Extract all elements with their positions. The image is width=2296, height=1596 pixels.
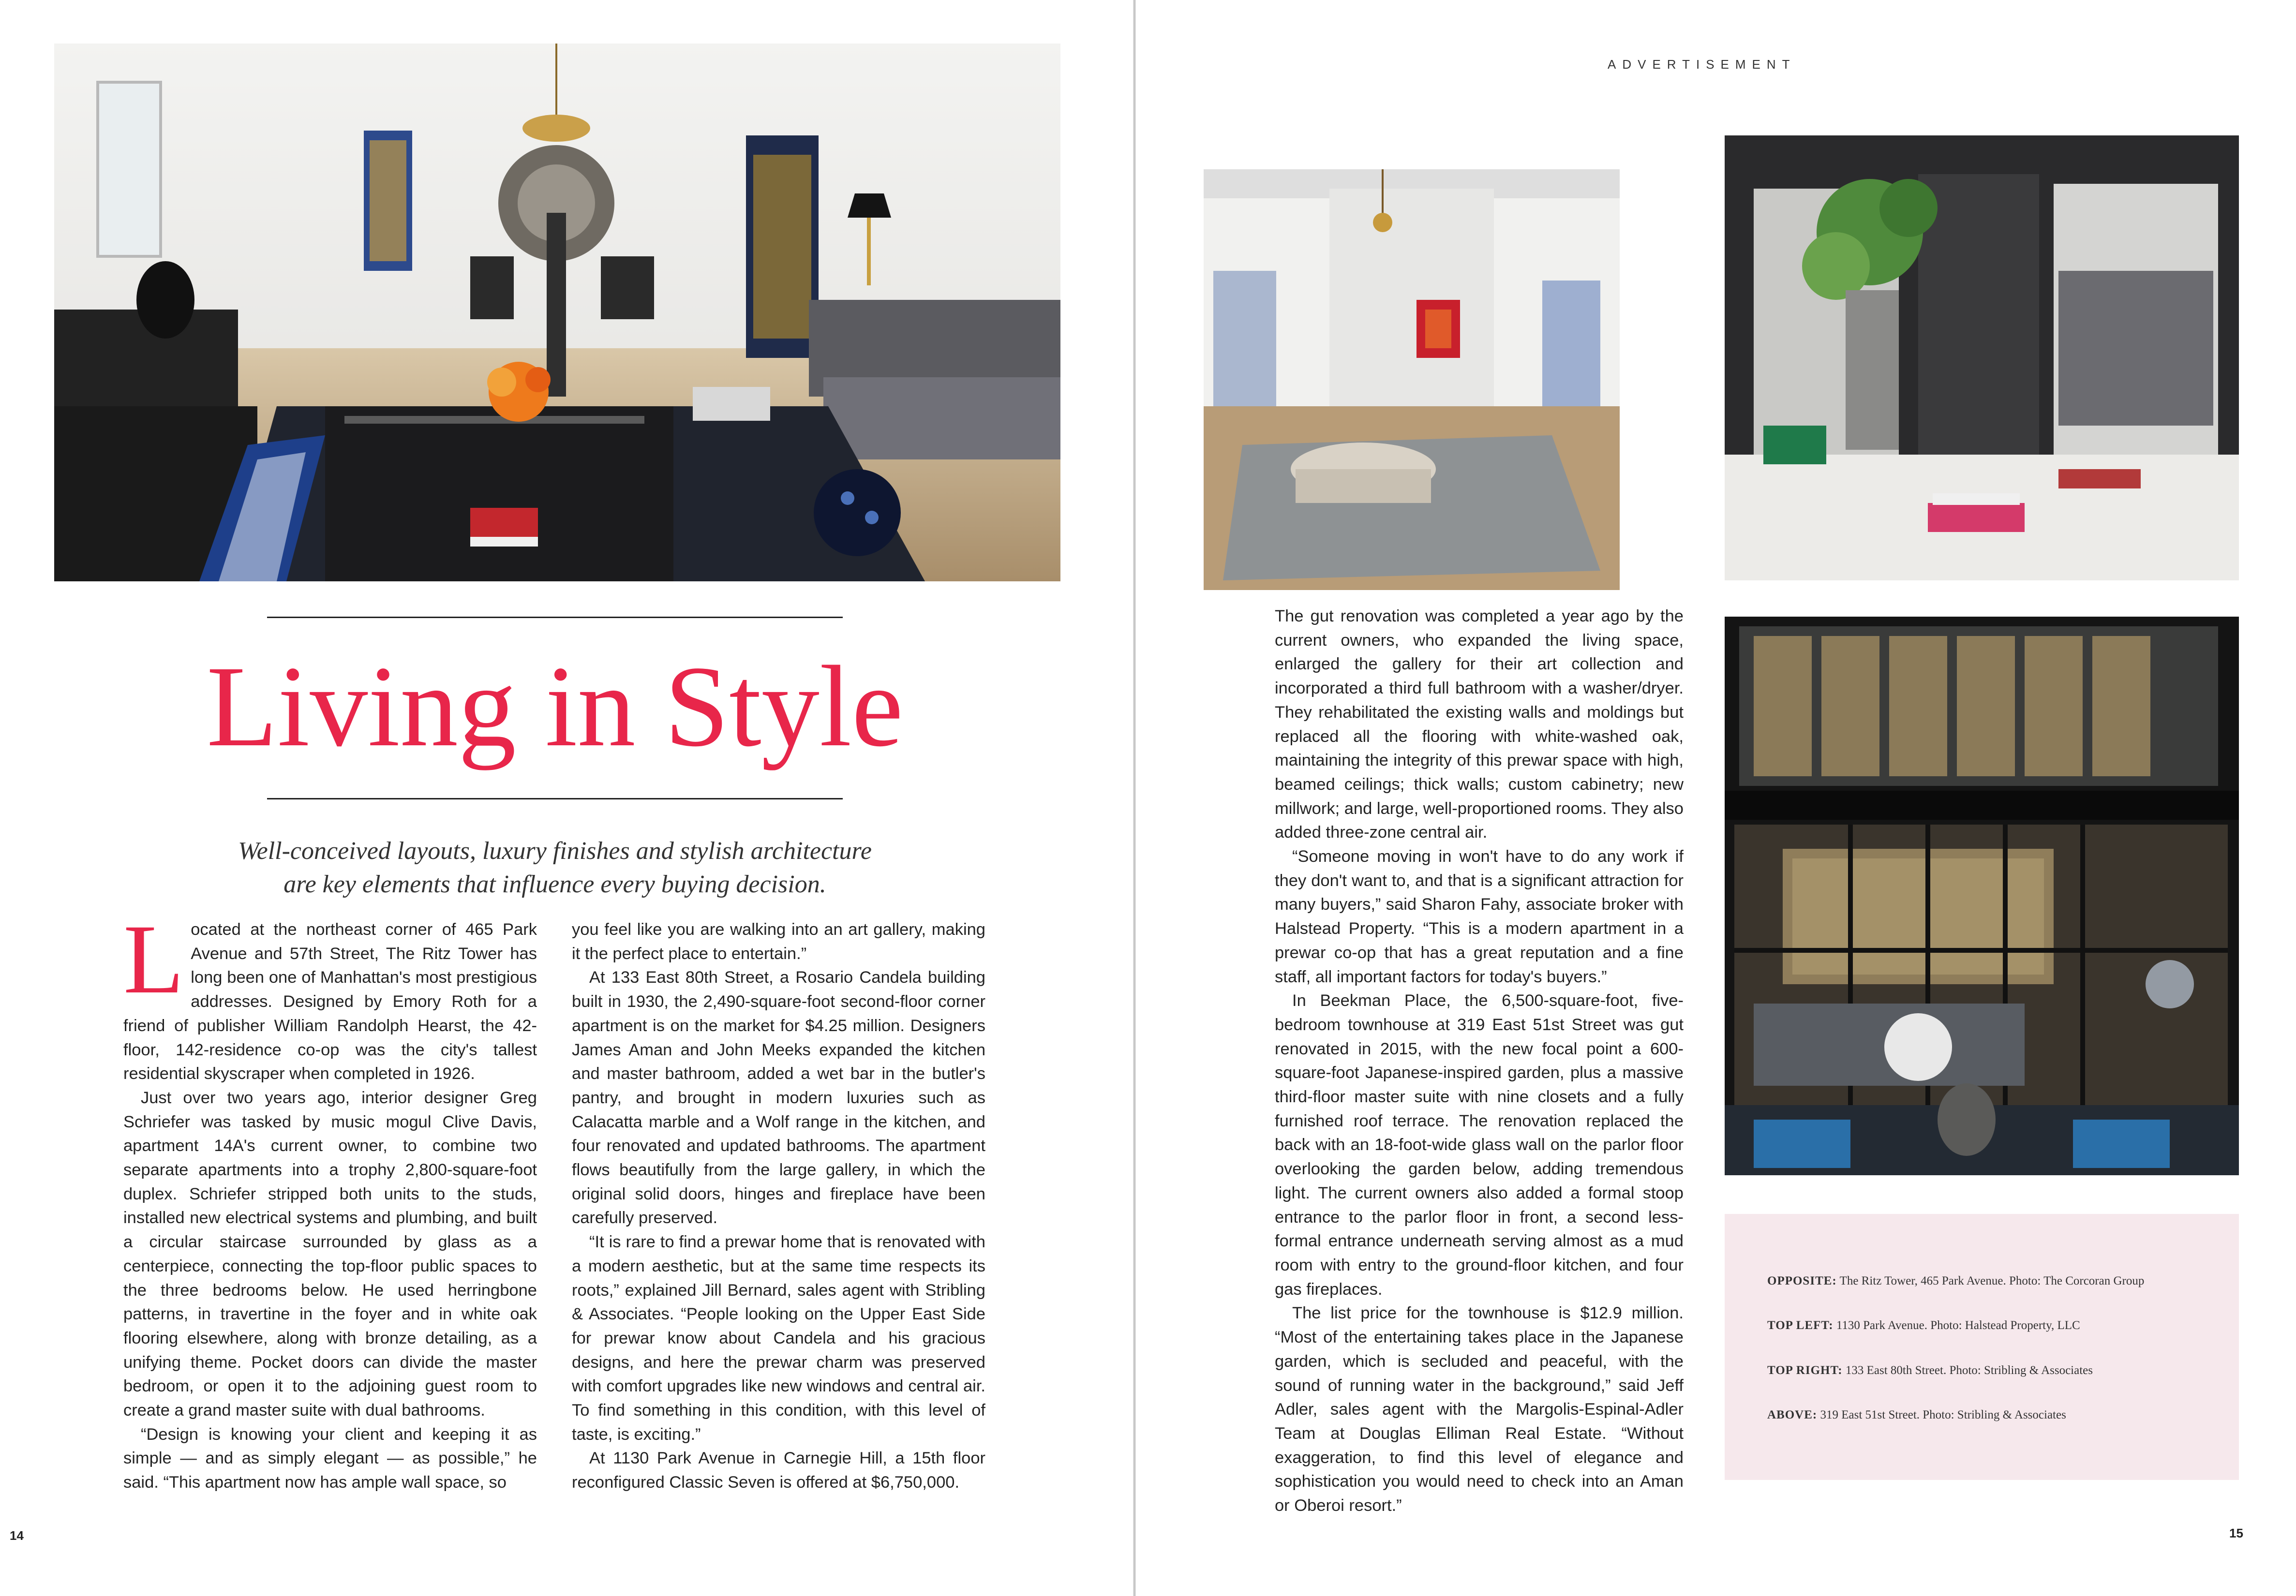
- col2-paragraph-2: At 133 East 80th Street, a Rosario Candela building built in 1930, the 2,490-square-foot second-floor corner apartment is on the market for $4.25 million. Designers James Aman and John Meeks expanded the kitchen and master bathroom, added a wet bar in the butler's pantry, and brought in modern luxuries such as Calacatta marble and a Wolf range in the kitchen, and four renovated and updated bathrooms. The apartment flows beautifully from the large gallery, in which the original solid doors, hinges and fireplace have been carefully preserved.: [572, 968, 985, 1227]
- photo-credits-box: [1725, 1214, 2239, 1480]
- article-deck-line-2: are key elements that influence every buying decision.: [283, 871, 826, 898]
- article-title: Living in Style: [207, 642, 903, 770]
- body-column-3: [1275, 605, 1684, 1518]
- col3-paragraph-3: In Beekman Place, the 6,500-square-foot, five-bedroom townhouse at 319 East 51st Street was gut renovated in 2015, with the new focal point a 600-square-foot Japanese-inspired garden, plus a massive third-floor master suite with nine closets and a fully furnished roof terrace. The renovation replaced the back with an 18-foot-wide glass wall on the parlor floor overlooking the garden below, adding tremendous light. The current owners also added a formal stoop entrance to the parlor floor in front, a second less-formal entrance underneath serving almost as a mud room with entry to the ground-floor kitchen, and four gas fireplaces.: [1275, 991, 1684, 1299]
- col1-paragraph-2: Just over two years ago, interior designer Greg Schriefer was tasked by music mogul Clive Davis, apartment 14A's current owner, to combine two separate apartments into a trophy 2,800-square-foot duplex. Schriefer stripped both units to the studs, installed new electrical systems and plumbing, and built a circular staircase surrounded by glass as a centerpiece, connecting the top-floor public spaces to the three bedrooms below. He used herringbone patterns, in travertine in the foyer and in white oak flooring elsewhere, along with bronze detailing, as a unifying theme. Pocket doors can divide the master bedroom, or open it to the adjoining guest room to create a grand master suite with dual bathrooms.: [123, 1088, 537, 1420]
- page-number-right: 15: [2229, 1526, 2243, 1540]
- credit-above: ABOVE: 319 East 51st Street. Photo: Stribling & Associates: [1767, 1408, 2066, 1421]
- title-top-rule: [267, 617, 843, 618]
- col2-paragraph-1: you feel like you are walking into an art gallery, making it the perfect place to entertain.”: [572, 920, 985, 963]
- left-page: [0, 0, 1134, 1596]
- title-bottom-rule: [267, 798, 843, 799]
- ritz-tower-living-room-photo: [54, 10, 1060, 581]
- right-page: [1134, 0, 2296, 1596]
- col1-paragraph-3: “Design is knowing your client and keeping it as simple — and as simply elegant — as possible,” he said. “This apartment now has ample wall space, so: [123, 1425, 537, 1492]
- credit-top-left: TOP LEFT: 1130 Park Avenue. Photo: Halstead Property, LLC: [1767, 1319, 2080, 1332]
- article-deck-line-1: Well-conceived layouts, luxury finishes and stylish architecture: [238, 837, 872, 865]
- credit-top-right: TOP RIGHT: 133 East 80th Street. Photo: Stribling & Associates: [1767, 1364, 2093, 1377]
- page-number-left: 14: [10, 1528, 24, 1543]
- east-51st-townhouse-photo: [1725, 617, 2239, 1175]
- body-column-1: [123, 904, 537, 1495]
- drop-cap: L: [123, 904, 184, 1014]
- col2-paragraph-4: At 1130 Park Avenue in Carnegie Hill, a 15th floor reconfigured Classic Seven is offered at $6,750,000.: [572, 1449, 985, 1492]
- east-80th-living-room-photo: [1725, 135, 2239, 580]
- col1-paragraph-1: Located at the northeast corner of 465 Park Avenue and 57th Street, The Ritz Tower has long been one of Manhattan's most prestigious addresses. Designed by Emory Roth for a friend of publisher William Randolph Hearst, the 42-floor, 142-residence co-op was the city's tallest residential skyscraper when completed in 1926.: [123, 904, 537, 1083]
- park-avenue-gallery-photo: [1204, 135, 1620, 590]
- col3-paragraph-1: The gut renovation was completed a year ago by the current owners, who expanded the living space, enlarged the gallery for their art collection and incorporated a third full bathroom with a washer/dryer. They rehabilitated the existing walls and moldings but replaced all the flooring with white-washed oak, maintaining the integrity of this prewar space with high, beamed ceilings; thick walls; custom cabinetry; new millwork; and large, well-proportioned rooms. They also added three-zone central air.: [1275, 607, 1684, 842]
- col2-paragraph-3: “It is rare to find a prewar home that is renovated with a modern aesthetic, but at the same time respects its roots,” explained Jill Bernard, sales agent with Stribling & Associates. “People looking on the Upper East Side for prewar know about Candela and his gracious designs, and here the prewar charm was preserved with comfort upgrades like new windows and central air. To find something in this condition, with this level of taste, is exciting.”: [572, 1233, 985, 1444]
- col3-paragraph-2: “Someone moving in won't have to do any work if they don't want to, and that is a significant attraction for many buyers,” said Sharon Fahy, associate broker with Halstead Property. “This is a modern apartment in a prewar co-op that has a great reputation and a fine staff, all important factors for today's buyers.”: [1275, 847, 1684, 986]
- body-column-2: [572, 918, 985, 1495]
- col3-paragraph-4: The list price for the townhouse is $12.9 million. “Most of the entertaining takes place in the Japanese garden, which is secluded and peaceful, with the sound of running water in the background,” said Jeff Adler, sales agent with the Margolis-Espinal-Adler Team at Douglas Elliman Real Estate. “Without exaggeration, to find this level of elegance and sophistication you would need to check into an Aman or Oberoi resort.”: [1275, 1304, 1684, 1515]
- advertisement-label-right: ADVERTISEMENT: [1608, 57, 1796, 72]
- credit-opposite: OPPOSITE: The Ritz Tower, 465 Park Avenue. Photo: The Corcoran Group: [1767, 1274, 2145, 1287]
